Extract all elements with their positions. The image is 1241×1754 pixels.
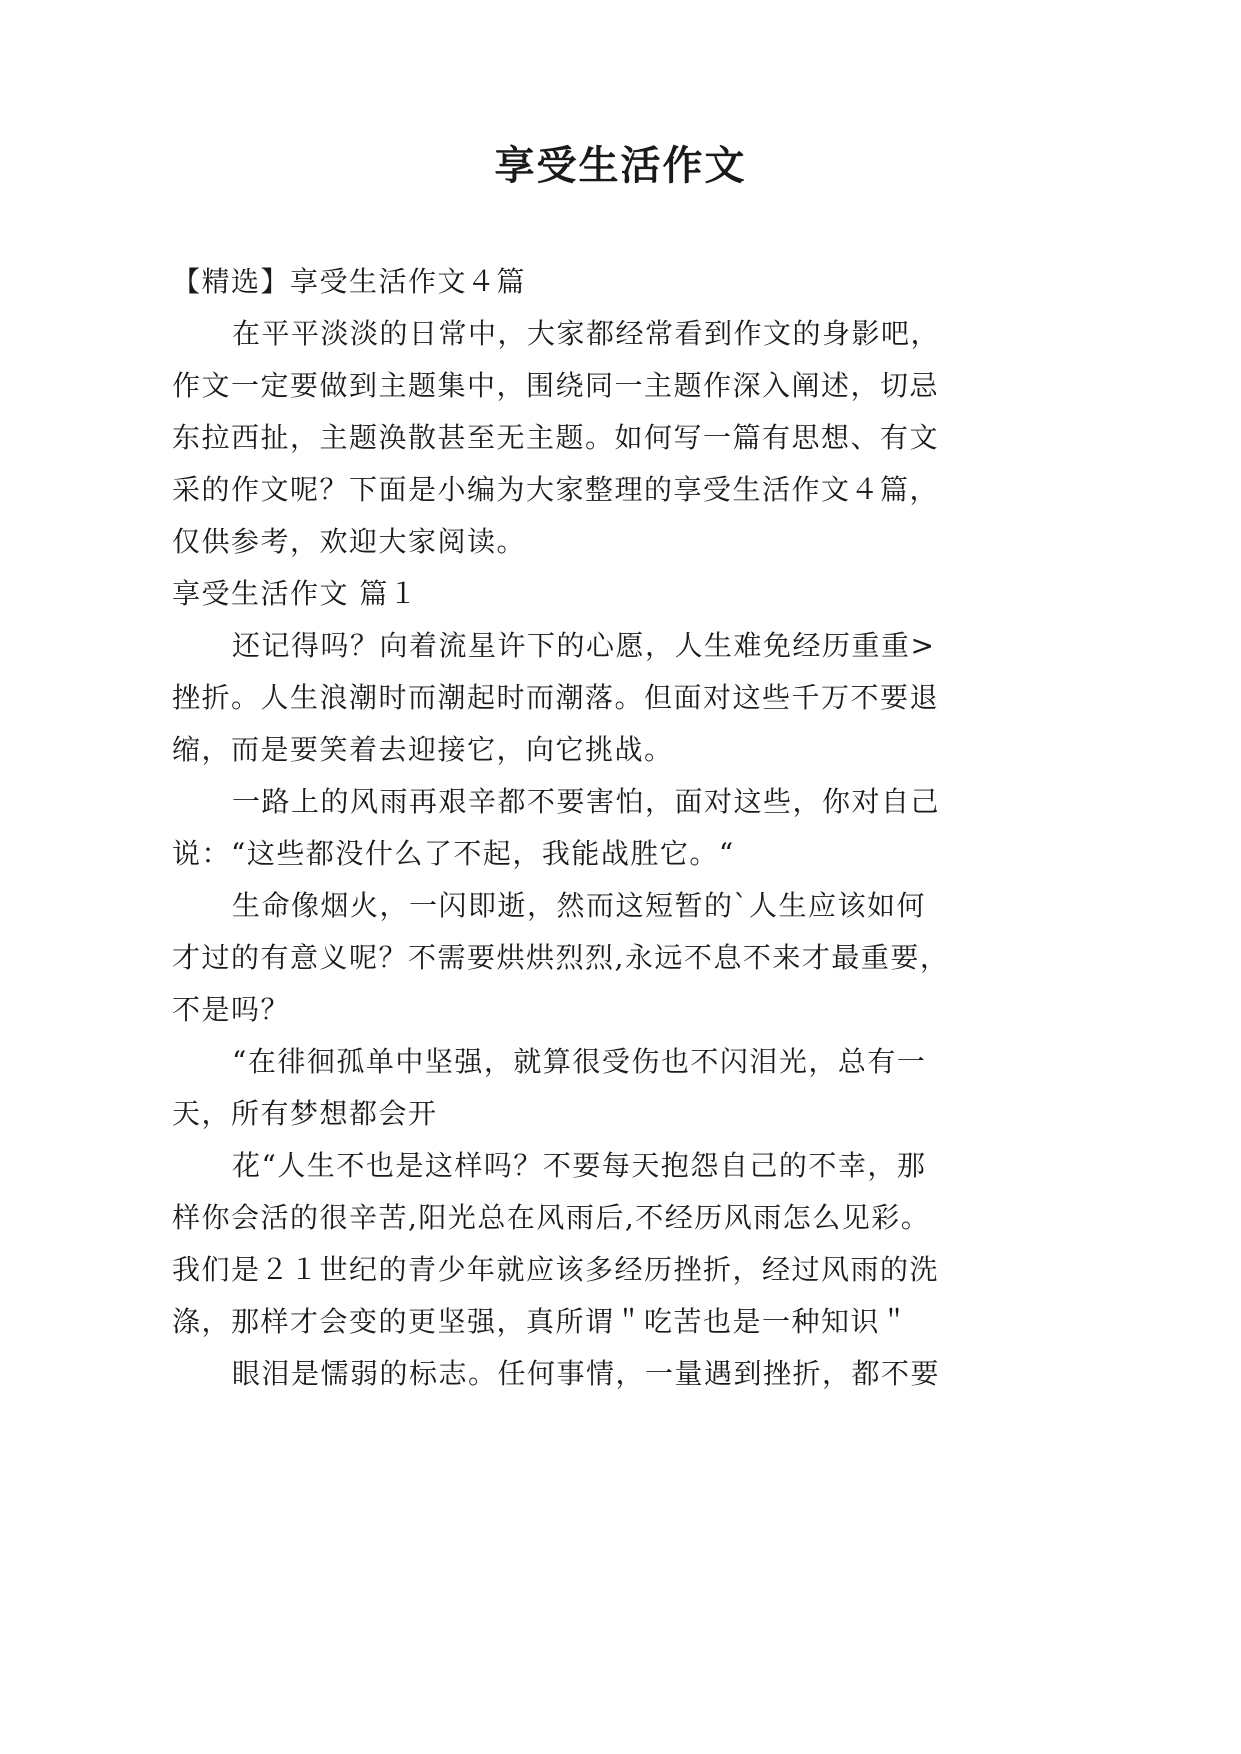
paragraph-line: 花“人生不也是这样吗？不要每天抱怨自己的不幸，那 [232,1149,927,1182]
paragraph-line: 一路上的风雨再艰辛都不要害怕，面对这些，你对自己 [232,785,941,818]
paragraph-line: “在徘徊孤单中坚强，就算很受伤也不闪泪光，总有一 [232,1045,927,1078]
paragraph-line: 还记得吗？向着流星许下的心愿，人生难免经历重重> [232,629,936,662]
document-title: 享受生活作文 [494,142,747,189]
essay-heading: 享受生活作文 篇１ [172,577,419,610]
essay-paragraph [172,620,972,776]
paragraph-line: 仅供参考，欢迎大家阅读。 [172,525,527,558]
paragraph-line: 样你会活的很辛苦,阳光总在风雨后,不经历风雨怎么见彩。 [172,1201,931,1234]
paragraph-line: 挫折。人生浪潮时而潮起时而潮落。但面对这些千万不要退 [172,681,940,714]
essay-paragraph [172,776,972,880]
paragraph-line: 生命像烟火，一闪即逝，然而这短暂的`人生应该如何 [232,889,927,922]
essay-paragraph [172,1036,972,1140]
paragraph-line: 眼泪是懦弱的标志。任何事情，一量遇到挫折，都不要 [232,1357,941,1390]
essay-paragraph [172,1348,972,1400]
paragraph-line: 涤，那样才会变的更坚强，真所谓＂吃苦也是一种知识＂ [172,1305,910,1338]
paragraph-line: 作文一定要做到主题集中，围绕同一主题作深入阐述，切忌 [172,369,940,402]
intro-paragraph [172,308,972,568]
paragraph-line: 才过的有意义呢？不需要烘烘烈烈,永远不息不来才最重要， [172,941,950,974]
paragraph-line: 东拉西扯，主题涣散甚至无主题。如何写一篇有思想、有文 [172,421,940,454]
essay-paragraph [172,1140,972,1348]
paragraph-line: 天，所有梦想都会开 [172,1097,438,1130]
intro-heading: 【精选】享受生活作文４篇 [172,265,527,298]
document-body [172,256,972,1400]
paragraph-line: 缩，而是要笑着去迎接它，向它挑战。 [172,733,674,766]
paragraph-line: 不是吗？ [172,993,291,1026]
paragraph-line: 我们是２１世纪的青少年就应该多经历挫折，经过风雨的洗 [172,1253,940,1286]
paragraph-line: 在平平淡淡的日常中，大家都经常看到作文的身影吧， [232,317,941,350]
essay-paragraph [172,880,972,1036]
paragraph-line: 采的作文呢？下面是小编为大家整理的享受生活作文４篇， [172,473,940,506]
paragraph-line: 说：“这些都没什么了不起，我能战胜它。“ [172,837,735,870]
